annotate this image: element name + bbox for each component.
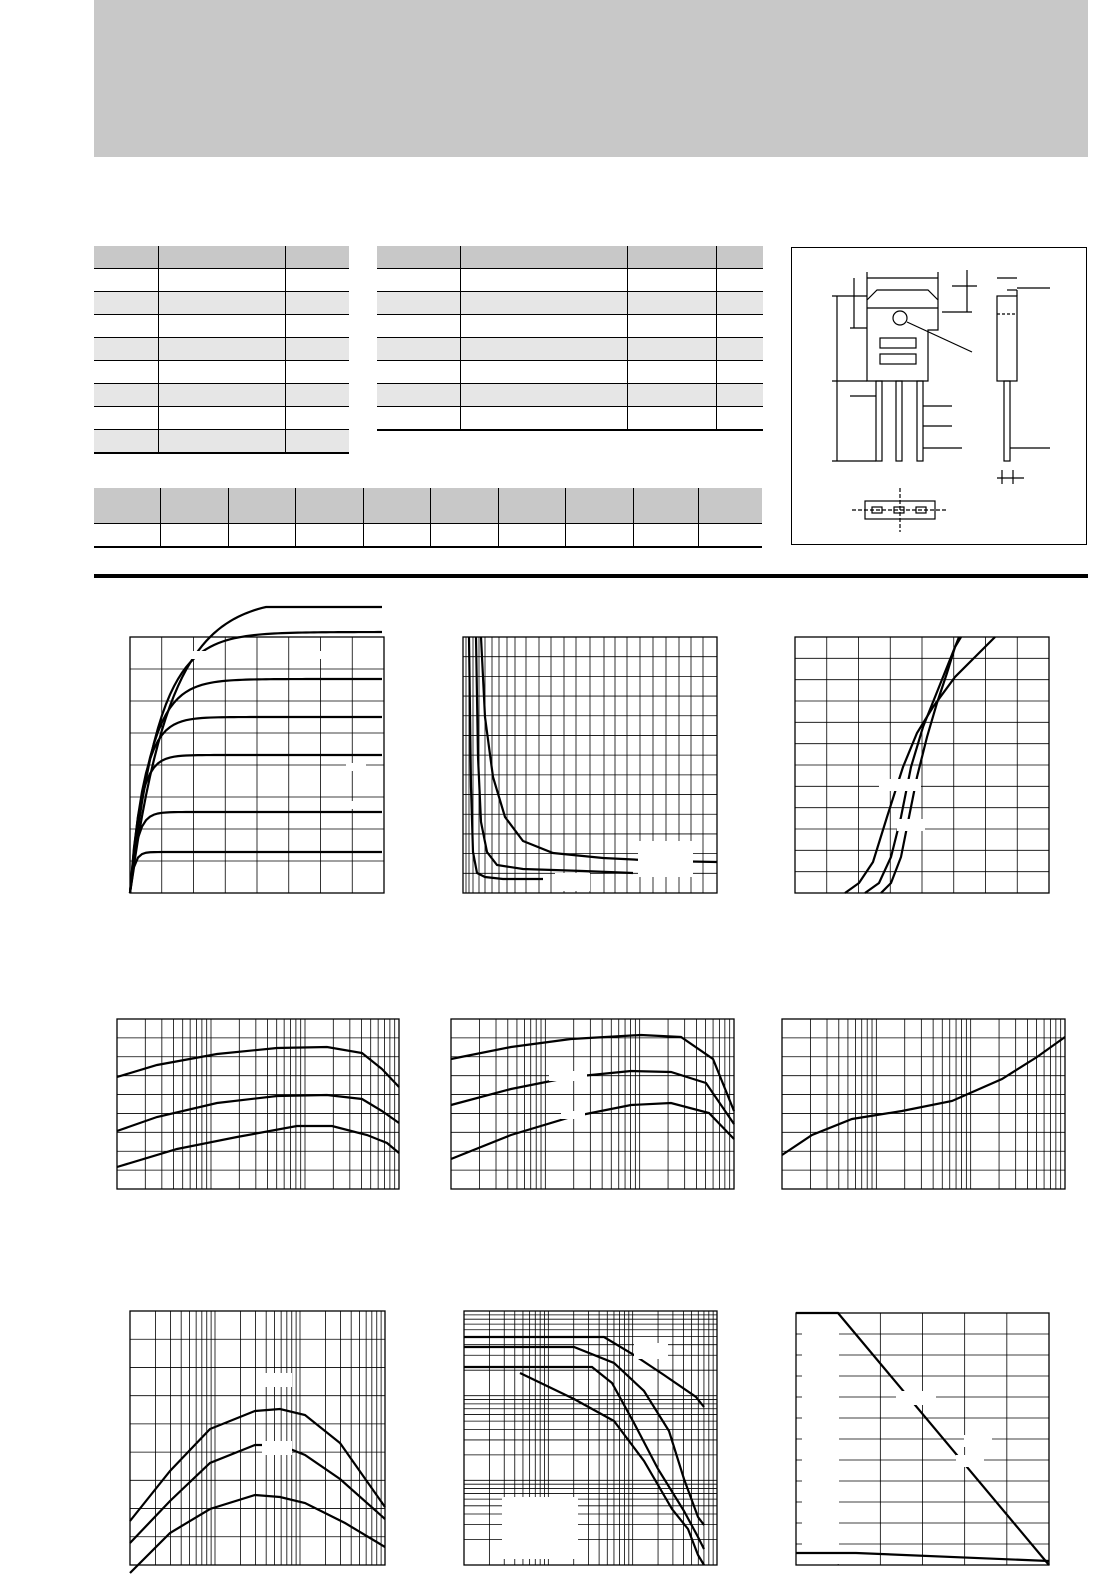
lead-left <box>876 381 882 461</box>
table-row <box>94 430 349 454</box>
label-gap <box>638 841 693 877</box>
series-line <box>130 755 382 893</box>
table-row <box>377 292 763 315</box>
chart-2 <box>463 637 717 893</box>
table-row <box>94 524 762 548</box>
series-line <box>481 637 717 862</box>
side-view-lead <box>1004 381 1010 461</box>
series-line <box>130 607 382 893</box>
characteristics-table <box>377 246 763 431</box>
series-line <box>451 1071 734 1124</box>
table-header-row <box>377 246 763 269</box>
table-row <box>94 338 349 361</box>
chart-7 <box>130 1311 385 1565</box>
table-row <box>377 338 763 361</box>
table-row <box>94 384 349 407</box>
chart-4 <box>117 1019 399 1189</box>
label-gap <box>964 1435 992 1447</box>
series-line <box>117 1047 399 1087</box>
label-gap <box>262 1441 292 1455</box>
label-gap <box>956 1455 984 1467</box>
table-header-row <box>94 246 349 269</box>
classification-table <box>94 488 762 548</box>
series-line <box>469 637 543 879</box>
label-gap <box>346 763 366 771</box>
table-row <box>94 361 349 384</box>
label-gap <box>561 1111 585 1119</box>
label-gap <box>896 1391 936 1405</box>
table-row <box>94 269 349 292</box>
ratings-table <box>94 246 349 454</box>
series-line <box>451 1035 734 1111</box>
lead-center <box>896 381 902 461</box>
series-line <box>117 1095 399 1131</box>
table-row <box>94 407 349 430</box>
chart-8 <box>464 1311 717 1565</box>
package-outline-box <box>791 247 1087 545</box>
plot-frame <box>117 1019 399 1189</box>
chart-1 <box>130 637 384 893</box>
label-gap <box>298 651 326 659</box>
table-row <box>94 292 349 315</box>
label-gap <box>797 1314 839 1564</box>
plot-frame <box>130 1311 385 1565</box>
table-row <box>377 269 763 292</box>
series-line <box>130 717 382 893</box>
table-header-row <box>94 488 762 524</box>
label-gap <box>180 651 208 659</box>
table-row <box>94 315 349 338</box>
table-row <box>377 407 763 431</box>
section-divider <box>94 574 1088 578</box>
plot-frame <box>464 1311 717 1565</box>
chart-9 <box>796 1313 1049 1565</box>
label-gap <box>555 873 590 891</box>
side-view-body <box>997 296 1017 381</box>
label-gap <box>346 801 366 809</box>
series-line <box>130 852 382 893</box>
label-gap <box>262 1373 292 1387</box>
table-row <box>377 384 763 407</box>
chart-5 <box>451 1019 734 1189</box>
table-row <box>377 361 763 384</box>
chart-3 <box>795 637 1049 893</box>
lead-right <box>917 381 923 461</box>
chart-6 <box>782 1019 1065 1189</box>
label-gap <box>502 1497 578 1559</box>
series-line <box>782 1037 1065 1155</box>
series-line <box>451 1103 734 1159</box>
header-band <box>94 0 1088 157</box>
package-outline-drawing <box>792 248 1088 546</box>
series-line <box>130 1445 385 1543</box>
plot-frame <box>782 1019 1065 1189</box>
series-line <box>464 1347 704 1525</box>
label-gap <box>634 1343 668 1359</box>
table-row <box>377 315 763 338</box>
label-gap <box>879 779 921 791</box>
label-gap <box>897 819 925 831</box>
mounting-hole <box>893 311 907 325</box>
series-line <box>130 632 382 893</box>
series-line <box>130 1495 385 1573</box>
series-line <box>464 1367 704 1549</box>
package-body <box>867 290 938 381</box>
label-gap <box>549 1071 587 1081</box>
